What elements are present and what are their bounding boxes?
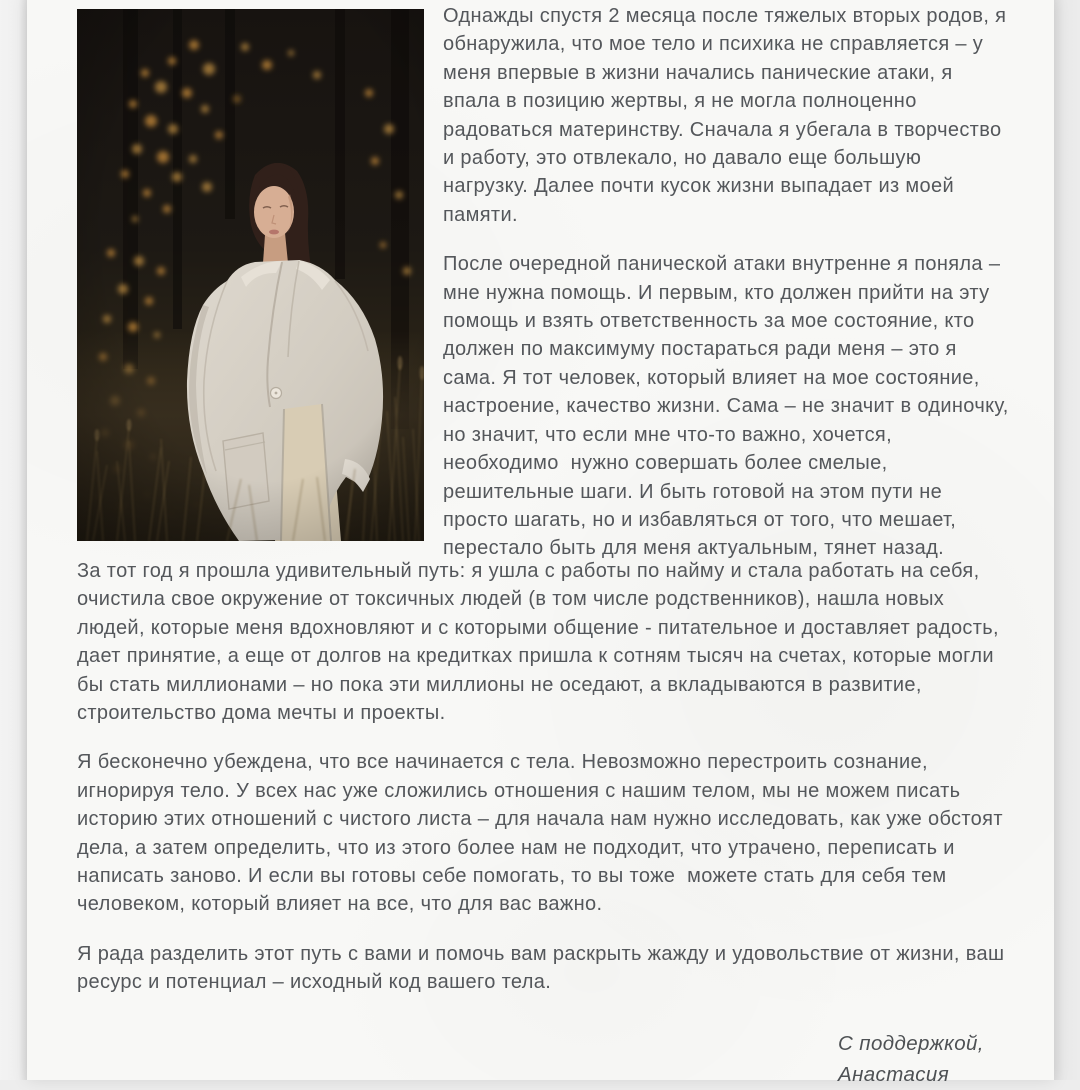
intro-paragraph-1: Однажды спустя 2 месяца после тяжелых вторых родов, я обнаружила, что мое тело и психика не справляется – у меня впервые в жизни начались панические атаки, я впала в позицию жертвы, я не могла полноценно радоваться материнству. Сначала я убегала в творчество и работу, это отвлекало, но давало еще большую нагрузку. Далее почти кусок жизни выпадает из моей памяти. xyxy=(443,5,1013,226)
signature-name: Анастасия xyxy=(838,1063,950,1086)
page-margin-left xyxy=(0,0,27,1080)
intro-text-column xyxy=(443,2,1015,584)
story-text-block xyxy=(77,557,1011,1018)
portrait-photo-art xyxy=(77,9,424,541)
story-paragraph-2: Я бесконечно убеждена, что все начинается с тела. Невозможно перестроить сознание, игнорируя тело. У всех нас уже сложились отношения с нашим телом, мы не можем писать историю этих отношений с чистого листа – для начала нам нужно исследовать, как уже обстоят дела, а затем определить, что из этого более нам не подходит, что утрачено, переписать и написать заново. И если вы готовы себе помогать, то вы тоже можете стать для себя тем человеком, который влияет на все, что для вас важно. xyxy=(77,751,1009,916)
content-panel xyxy=(27,0,1054,1086)
portrait-photo xyxy=(77,9,424,541)
story-paragraph-1: За тот год я прошла удивительный путь: я ушла с работы по найму и стала работать на себя, очистила свое окружение от токсичных людей (в том числе родственников), нашла новых людей, которые меня вдохновляют и с которыми общение - питательное и доставляет радость, дает принятие, а еще от долгов на кредитках пришла к сотням тысяч на счетах, которые могли бы стать миллионами – но пока эти миллионы не оседают, а вкладываются в развитие, строительство дома мечты и проекты. xyxy=(77,560,1005,725)
intro-paragraph-2: После очередной панической атаки внутренне я поняла – мне нужна помощь. И первым, кто должен прийти на эту помощь и взять ответственность за мое состояние, кто должен по максимуму постараться ради меня – это я сама. Я тот человек, который влияет на мое состояние, настроение, качество жизни. Сама – не значит в одиночку, но значит, что если мне что-то важно, хочется, необходимо нужно совершать более смелые, решительные шаги. И быть готовой на этом пути не просто шагать, но и избавляться от того, что мешает, перестало быть для меня актуальным, тянет назад. xyxy=(443,253,1015,560)
signature-closing: С поддержкой, xyxy=(838,1032,984,1055)
story-paragraph-3: Я рада разделить этот путь с вами и помочь вам раскрыть жажду и удовольствие от жизни, ваш ресурс и потенциал – исходный код вашего тела. xyxy=(77,942,1011,994)
page-margin-right xyxy=(1054,0,1080,1080)
signature xyxy=(838,1028,1038,1090)
